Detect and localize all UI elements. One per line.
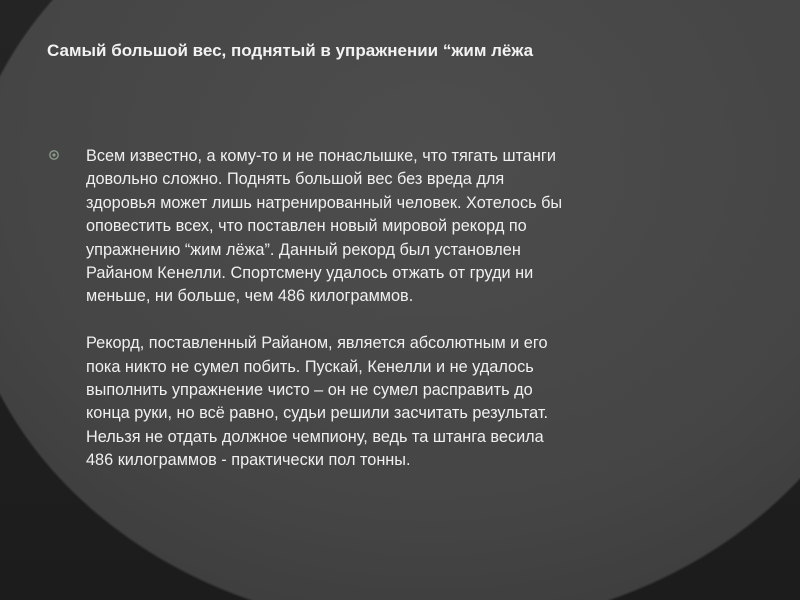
slide-content (48, 145, 708, 473)
paragraph-1 (86, 145, 708, 309)
text-line: Райаном Кенелли. Спортсмену удалось отжать от груди ни (86, 264, 534, 283)
text-line: меньше, ни больше, чем 486 килограммов. (86, 287, 414, 306)
text-line: оповестить всех, что поставлен новый мировой рекорд по (86, 217, 527, 236)
text-line: 486 килограммов - практически пол тонны. (86, 451, 411, 470)
text-line: Всем известно, а кому-то и не понаслышке, что тягать штанги (86, 147, 556, 165)
text-line: Рекорд, поставленный Райаном, является абсолютным и его (86, 334, 548, 353)
bullet-item (48, 145, 708, 473)
text-line: довольно сложно. Поднять большой вес без вреда для (86, 170, 505, 189)
text-line: конца руки, но всё равно, судьи решили засчитать результат. (86, 404, 549, 423)
text-line: выполнить упражнение чисто – он не сумел расправить до (86, 381, 533, 400)
text-line: упражнению “жим лёжа”. Данный рекорд был установлен (86, 240, 521, 259)
text-line: Нельзя не отдать должное чемпиону, ведь та штанга весила (86, 427, 544, 446)
slide-title: Самый большой вес, поднятый в упражнении “жим лёжа (47, 41, 534, 60)
text-line: пока никто не сумел побить. Пускай, Кенелли и не удалось (86, 357, 534, 376)
paragraph-2 (86, 332, 708, 472)
circle-bullet-icon (48, 149, 60, 161)
text-line: здоровья может лишь натренированный человек. Хотелось бы (86, 193, 563, 212)
